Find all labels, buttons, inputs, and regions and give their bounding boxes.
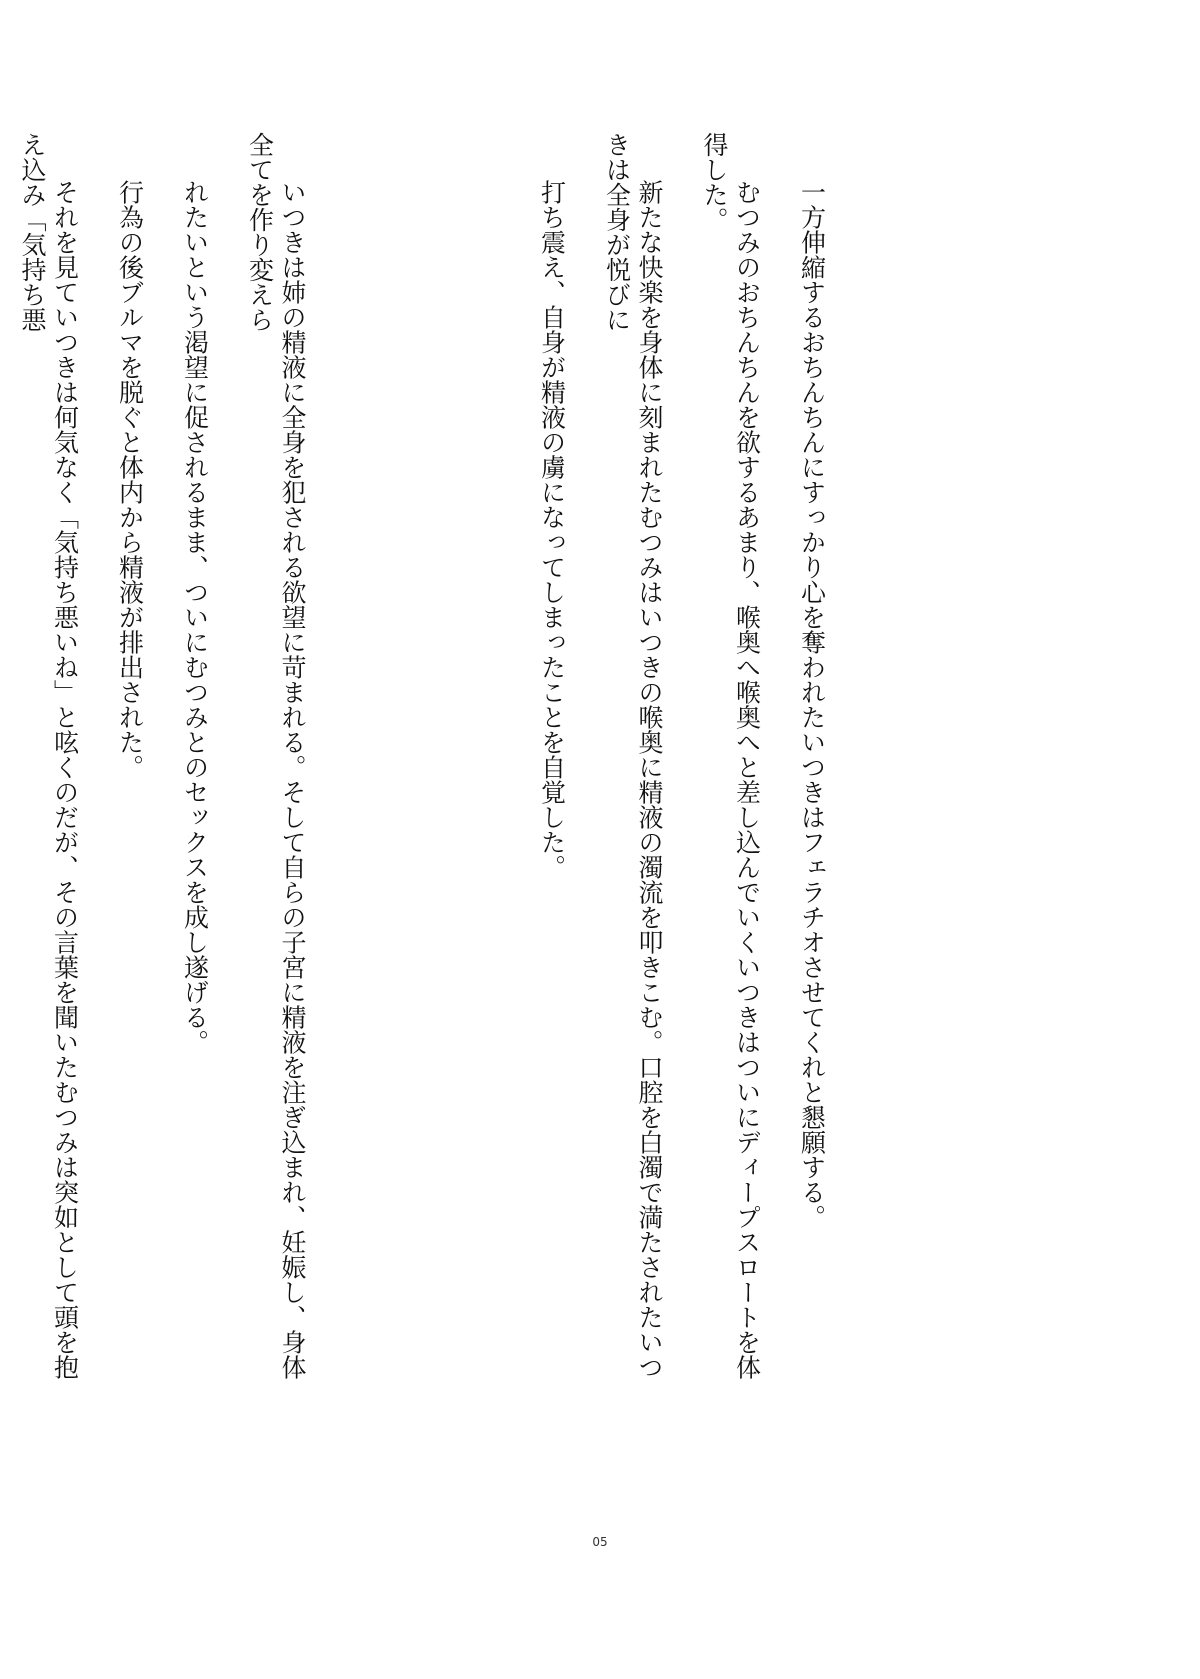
- page-number: 05: [592, 1535, 608, 1549]
- line: いつきは姉の精液に全身を犯される欲望に苛まれる。そして自らの子宮に精液を注ぎ込まれ、妊娠し、身体全てを作り変えら: [245, 132, 307, 1380]
- line: 打ち震え、自身が精液の虜になってしまったことを自覚した。: [537, 179, 567, 880]
- line: れたいという渇望に促されるまま、ついにむつみとのセックスを成し遂げる。: [180, 179, 210, 1055]
- vertical-text-body: [18, 132, 925, 1382]
- line: 行為の後ブルマを脱ぐと体内から精液が排出された。: [115, 179, 145, 780]
- line: むつみのおちんちんを欲するあまり、喉奥へ喉奥へと差し込んでいくいつきはついにディープスロートを体得した。: [700, 132, 762, 1380]
- paragraph-2: [0, 132, 341, 1382]
- line: 一方伸縮するおちんちんにすっかり心を奪われたいつきはフェラチオさせてくれと懇願する。: [797, 179, 827, 1230]
- paragraph-1: [503, 132, 861, 1382]
- line: 新たな快楽を身体に刻まれたむつみはいつきの喉奥に精液の濁流を叩きこむ。口腔を白濁で満たされたいつきは全身が悦びに: [602, 132, 664, 1380]
- line: それを見ていつきは何気なく「気持ち悪いね」と呟くのだが、その言葉を聞いたむつみは突如として頭を抱え込み「気持ち悪: [18, 132, 80, 1380]
